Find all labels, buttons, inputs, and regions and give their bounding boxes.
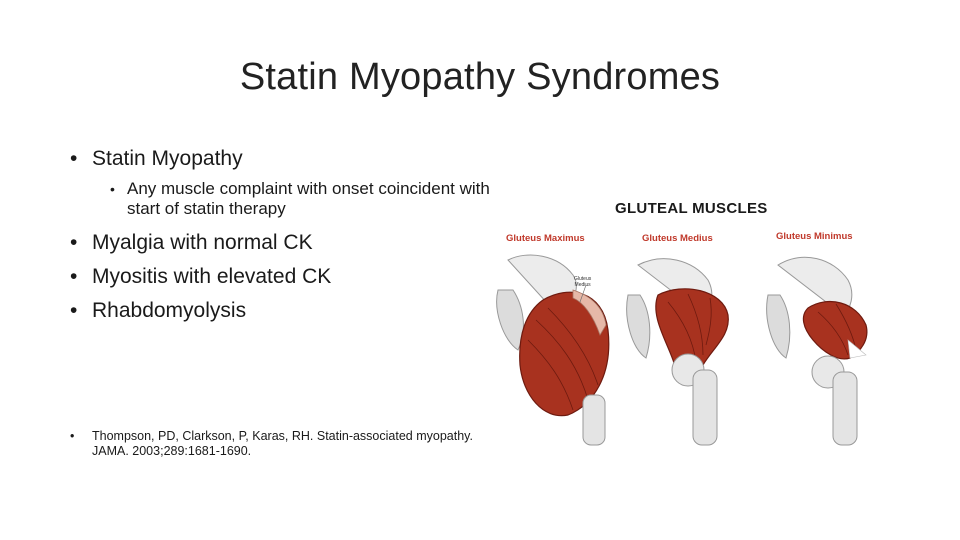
bullet-myalgia: • Myalgia with normal CK: [70, 229, 490, 257]
panel-gluteus-minimus-art: [767, 257, 867, 445]
panel-gluteus-medius-art: [627, 259, 729, 445]
label-gluteus-minimus: Gluteus Minimus: [776, 231, 853, 242]
gluteal-muscles-figure: [488, 190, 890, 450]
bullet-rhabdomyolysis: • Rhabdomyolysis: [70, 297, 490, 325]
label-gluteus-medius: Gluteus Medius: [642, 233, 713, 244]
bullet-statin-myopathy: • Statin Myopathy: [70, 145, 490, 173]
inset-label-line1: Gluteus: [574, 276, 592, 282]
slide-title: Statin Myopathy Syndromes: [239, 56, 721, 98]
panel-gluteus-maximus-art: [497, 255, 609, 445]
figure-title: GLUTEAL MUSCLES: [615, 200, 768, 217]
reference-citation: • Thompson, PD, Clarkson, P, Karas, RH. Statin-associated myopathy. JAMA. 2003;289:1681-1690.: [70, 429, 512, 459]
gluteal-illustration: [488, 190, 890, 450]
bullet-myositis: • Myositis with elevated CK: [70, 263, 490, 291]
sub-bullet-definition: • Any muscle complaint with onset coincident with start of statin therapy: [70, 179, 490, 219]
label-gluteus-maximus: Gluteus Maximus: [506, 233, 585, 244]
bullet-list: [70, 145, 490, 325]
inset-label: [574, 276, 591, 288]
inset-label-line2: Medius: [574, 282, 591, 288]
